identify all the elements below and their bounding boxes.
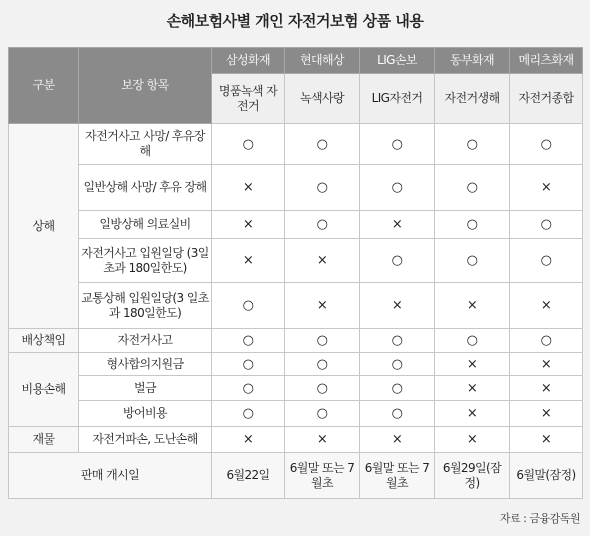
coverage-mark: × <box>510 376 583 401</box>
table-row <box>9 401 583 427</box>
coverage-mark: ○ <box>285 401 360 427</box>
coverage-mark: ○ <box>360 239 435 283</box>
page-title: 손해보험사별 개인 자전거보험 상품 내용 <box>166 12 424 30</box>
coverage-mark: ○ <box>212 329 285 353</box>
coverage-mark: ○ <box>435 165 510 211</box>
company-header: 동부화재 <box>435 48 510 74</box>
product-name: 자전거종합 <box>510 74 583 124</box>
sale-date-row <box>9 453 583 499</box>
header-row-companies <box>9 48 583 74</box>
coverage-mark: × <box>435 401 510 427</box>
coverage-mark: × <box>510 353 583 376</box>
coverage-mark: ○ <box>360 353 435 376</box>
coverage-mark: × <box>212 165 285 211</box>
coverage-mark: ○ <box>510 124 583 165</box>
company-header: 현대해상 <box>285 48 360 74</box>
coverage-mark: × <box>510 165 583 211</box>
coverage-item: 일반상해 사망/ 후유 장해 <box>79 165 212 211</box>
coverage-mark: × <box>435 376 510 401</box>
sale-date: 6월29일(잠정) <box>435 453 510 499</box>
coverage-mark: ○ <box>212 124 285 165</box>
coverage-mark: × <box>360 427 435 453</box>
coverage-mark: ○ <box>510 329 583 353</box>
coverage-mark: ○ <box>435 329 510 353</box>
table-row <box>9 165 583 211</box>
table-row <box>9 427 583 453</box>
sale-date: 6월말(잠정) <box>510 453 583 499</box>
coverage-mark: ○ <box>285 124 360 165</box>
coverage-mark: ○ <box>435 239 510 283</box>
coverage-mark: × <box>285 283 360 329</box>
sale-date-label: 판매 개시일 <box>9 453 212 499</box>
product-name: 녹색사랑 <box>285 74 360 124</box>
company-header: 삼성화재 <box>212 48 285 74</box>
coverage-mark: × <box>212 211 285 239</box>
coverage-mark: ○ <box>285 353 360 376</box>
coverage-item: 일방상해 의료실비 <box>79 211 212 239</box>
coverage-mark: ○ <box>285 329 360 353</box>
coverage-item: 형사합의지원금 <box>79 353 212 376</box>
coverage-mark: ○ <box>435 211 510 239</box>
coverage-mark: × <box>285 239 360 283</box>
coverage-mark: ○ <box>212 283 285 329</box>
coverage-item: 자전거사고 입원일당 (3일초과 180일한도) <box>79 239 212 283</box>
product-name: 명품녹색 자전거 <box>212 74 285 124</box>
sale-date: 6월말 또는 7월초 <box>285 453 360 499</box>
coverage-mark: ○ <box>435 124 510 165</box>
table-row <box>9 353 583 376</box>
category-cost: 비용손해 <box>9 353 79 427</box>
comparison-table <box>8 47 583 499</box>
coverage-mark: × <box>212 427 285 453</box>
table-row <box>9 211 583 239</box>
coverage-mark: × <box>510 401 583 427</box>
coverage-mark: ○ <box>212 353 285 376</box>
table-row <box>9 124 583 165</box>
coverage-item: 자전거사고 <box>79 329 212 353</box>
product-name: 자전거생해 <box>435 74 510 124</box>
source-note: 자료 : 금융감독원 <box>499 512 580 525</box>
coverage-mark: ○ <box>360 401 435 427</box>
coverage-mark: × <box>435 427 510 453</box>
coverage-mark: × <box>360 211 435 239</box>
coverage-mark: ○ <box>360 124 435 165</box>
coverage-item: 방어비용 <box>79 401 212 427</box>
sale-date: 6월22일 <box>212 453 285 499</box>
coverage-mark: ○ <box>360 165 435 211</box>
category-injury: 상해 <box>9 124 79 329</box>
coverage-mark: ○ <box>360 329 435 353</box>
coverage-mark: × <box>360 283 435 329</box>
company-header: LIG손보 <box>360 48 435 74</box>
table-row <box>9 239 583 283</box>
coverage-mark: × <box>285 427 360 453</box>
coverage-mark: × <box>435 283 510 329</box>
coverage-item: 자전거파손, 도난손해 <box>79 427 212 453</box>
coverage-mark: × <box>510 427 583 453</box>
table-row <box>9 329 583 353</box>
table-row <box>9 283 583 329</box>
coverage-mark: ○ <box>510 211 583 239</box>
sale-date: 6월말 또는 7월초 <box>360 453 435 499</box>
coverage-mark: × <box>212 239 285 283</box>
coverage-mark: ○ <box>285 211 360 239</box>
coverage-mark: ○ <box>360 376 435 401</box>
coverage-mark: ○ <box>510 239 583 283</box>
coverage-mark: × <box>510 283 583 329</box>
product-name: LIG자전거 <box>360 74 435 124</box>
coverage-mark: ○ <box>212 401 285 427</box>
coverage-item: 교통상해 입원일당(3 일초과 180일한도) <box>79 283 212 329</box>
table-row <box>9 376 583 401</box>
coverage-mark: × <box>435 353 510 376</box>
category-liability: 배상책임 <box>9 329 79 353</box>
coverage-item: 벌금 <box>79 376 212 401</box>
category-header: 구분 <box>9 48 79 124</box>
coverage-mark: ○ <box>212 376 285 401</box>
coverage-mark: ○ <box>285 376 360 401</box>
coverage-header: 보장 항목 <box>79 48 212 124</box>
coverage-item: 자전거사고 사망/ 후유장해 <box>79 124 212 165</box>
coverage-mark: ○ <box>285 165 360 211</box>
company-header: 메리츠화재 <box>510 48 583 74</box>
category-property: 재물 <box>9 427 79 453</box>
